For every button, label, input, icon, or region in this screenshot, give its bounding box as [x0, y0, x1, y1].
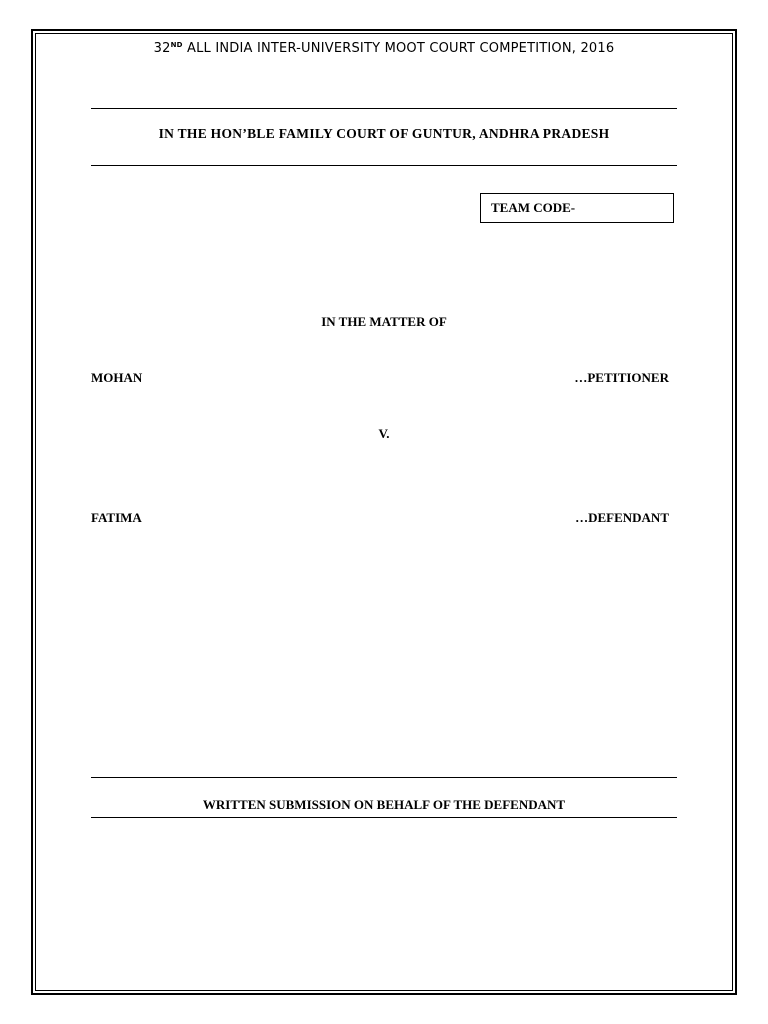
competition-title: [35, 41, 733, 56]
competition-ordinal-suffix: ND: [170, 41, 183, 49]
versus-label: V.: [378, 426, 390, 441]
divider-top-court: [91, 108, 677, 109]
defendant-role: …DEFENDANT: [575, 510, 669, 525]
court-title: IN THE HON’BLE FAMILY COURT OF GUNTUR, ANDHRA PRADESH: [158, 126, 610, 141]
team-code-label: TEAM CODE-: [491, 200, 576, 215]
matter-heading: IN THE MATTER OF: [321, 314, 447, 329]
defendant-name: FATIMA: [91, 510, 142, 525]
petitioner-name: MOHAN: [91, 370, 143, 385]
submission-title: WRITTEN SUBMISSION ON BEHALF OF THE DEFENDANT: [202, 797, 566, 812]
petitioner-role: …PETITIONER: [574, 370, 669, 385]
divider-top-submission: [91, 777, 677, 778]
competition-number: 32: [153, 41, 171, 56]
divider-bottom-submission: [91, 817, 677, 818]
divider-bottom-court: [91, 165, 677, 166]
team-code-box: [480, 193, 674, 223]
competition-title-text: ALL INDIA INTER-UNIVERSITY MOOT COURT COMPETITION, 2016: [182, 41, 615, 56]
